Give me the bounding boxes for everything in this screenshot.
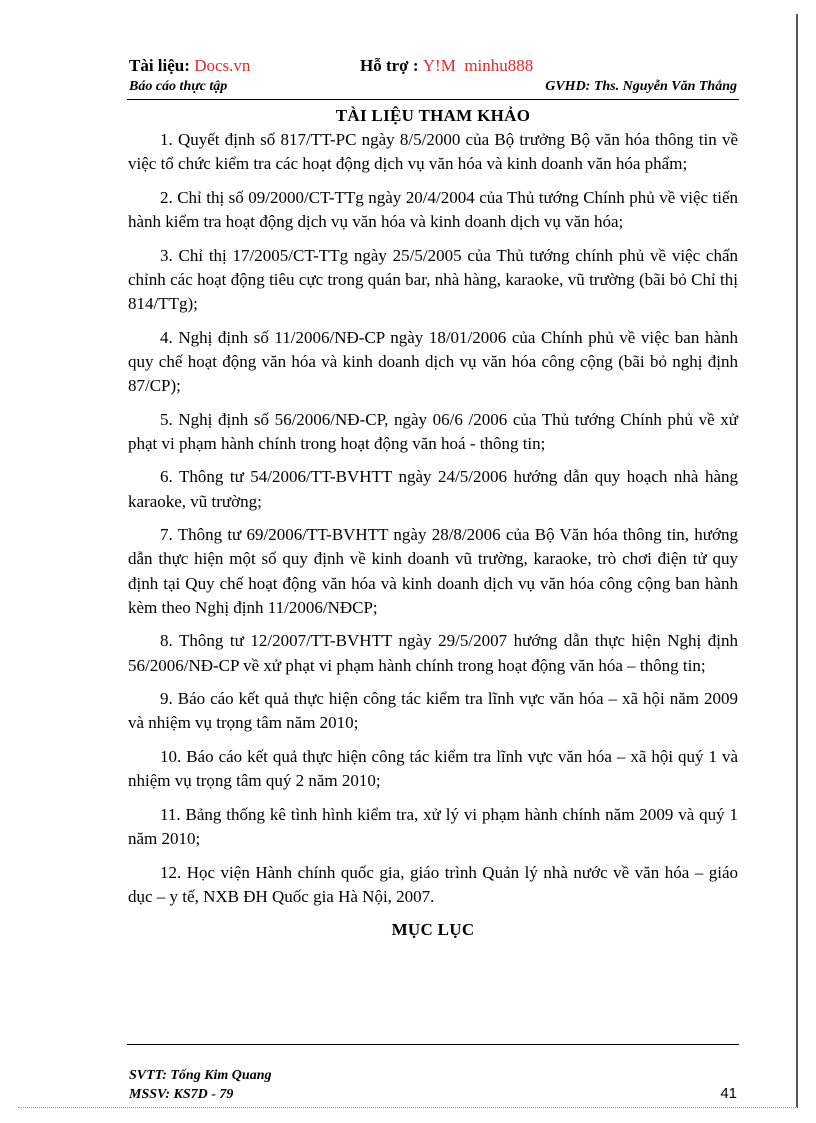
support-contact[interactable]: Y!M minhu888	[422, 56, 534, 75]
reference-item: 5. Nghị định số 56/2006/NĐ-CP, ngày 06/6 /2006 của Thủ tướng Chính phủ về xử phạt vi phạm hành chính trong hoạt động văn hoá - thông tin;	[128, 409, 738, 453]
header-row-bottom	[127, 78, 739, 98]
footer-divider	[127, 1044, 739, 1045]
doc-site-link[interactable]: Docs.vn	[194, 56, 251, 75]
header-divider	[127, 99, 739, 100]
reference-item: 11. Bảng thống kê tình hình kiểm tra, xử lý vi phạm hành chính năm 2009 và quý 1 năm 2010;	[128, 804, 738, 848]
doc-label: Tài liệu	[129, 56, 185, 75]
page-footer	[129, 1066, 739, 1104]
reference-item: 12. Học viện Hành chính quốc gia, giáo trình Quản lý nhà nước về văn hóa – giáo dục – y tế, NXB ĐH Quốc gia Hà Nội, 2007.	[128, 862, 738, 906]
references-title: TÀI LIỆU THAM KHẢO	[335, 106, 531, 125]
main-content	[128, 104, 738, 942]
reference-item: 4. Nghị định số 11/2006/NĐ-CP ngày 18/01/2006 của Chính phủ về việc ban hành quy chế hoạt động văn hóa và kinh doanh dịch vụ văn hóa công cộng (bãi bỏ nghị định 87/CP);	[128, 327, 738, 395]
reference-item: 7. Thông tư 69/2006/TT-BVHTT ngày 28/8/2006 của Bộ Văn hóa thông tin, hướng dẫn thực hiện một số quy định về kinh doanh vũ trường, karaoke, trò chơi điện tử quy định tại Quy chế hoạt động văn hóa và kinh doanh dịch vụ văn hóa công cộng ban hành kèm theo Nghị định 11/2006/NĐCP;	[128, 525, 738, 617]
reference-item: 10. Báo cáo kết quả thực hiện công tác kiểm tra lĩnh vực văn hóa – xã hội quý 1 và nhiệm vụ trọng tâm quý 2 năm 2010;	[128, 746, 738, 791]
page-header	[127, 56, 739, 98]
support-label: Hỗ trợ	[360, 56, 409, 75]
reference-list	[128, 128, 738, 909]
page-number: 41	[720, 1085, 737, 1102]
reference-item: 6. Thông tư 54/2006/TT-BVHTT ngày 24/5/2006 hướng dẫn quy hoạch nhà hàng karaoke, vũ trường;	[128, 467, 738, 511]
student-id: MSSV: KS7D - 79	[129, 1087, 234, 1102]
reference-item: 8. Thông tư 12/2007/TT-BVHTT ngày 29/5/2007 hướng dẫn thực hiện Nghị định 56/2006/NĐ-CP về xử phạt vi phạm hành chính trong hoạt động văn hóa – thông tin;	[128, 631, 738, 675]
doc-source: Tài liệu: Docs.vn	[129, 56, 251, 75]
reference-item: 2. Chỉ thị số 09/2000/CT-TTg ngày 20/4/2004 của Thủ tướng Chính phủ về việc tiến hành kiểm tra hoạt động dịch vụ văn hóa và kinh doanh dịch vụ văn hóa;	[128, 187, 738, 231]
advisor-name: GVHD: Ths. Nguyễn Văn Thắng	[545, 79, 737, 94]
support-info: Hỗ trợ : Y!M minhu888	[360, 56, 534, 75]
reference-item: 9. Báo cáo kết quả thực hiện công tác kiểm tra lĩnh vực văn hóa – xã hội năm 2009 và nhiệm vụ trọng tâm năm 2010;	[128, 689, 738, 733]
reference-item: 1. Quyết định số 817/TT-PC ngày 8/5/2000 của Bộ trưởng Bộ văn hóa thông tin về việc tổ chức kiểm tra các hoạt động dịch vụ văn hóa và kinh doanh văn hóa phẩm;	[128, 130, 738, 174]
student-name: SVTT: Tống Kim Quang	[129, 1068, 272, 1083]
toc-title: MỤC LỤC	[391, 920, 475, 940]
report-type: Báo cáo thực tập	[129, 79, 228, 94]
reference-item: 3. Chỉ thị 17/2005/CT-TTg ngày 25/5/2005 của Thủ tướng chính phủ về việc chấn chỉnh các hoạt động tiêu cực trong quán bar, nhà hàng, karaoke, vũ trường (bãi bỏ Chỉ thị 814/TTg);	[128, 245, 738, 313]
header-row-top	[127, 56, 739, 78]
